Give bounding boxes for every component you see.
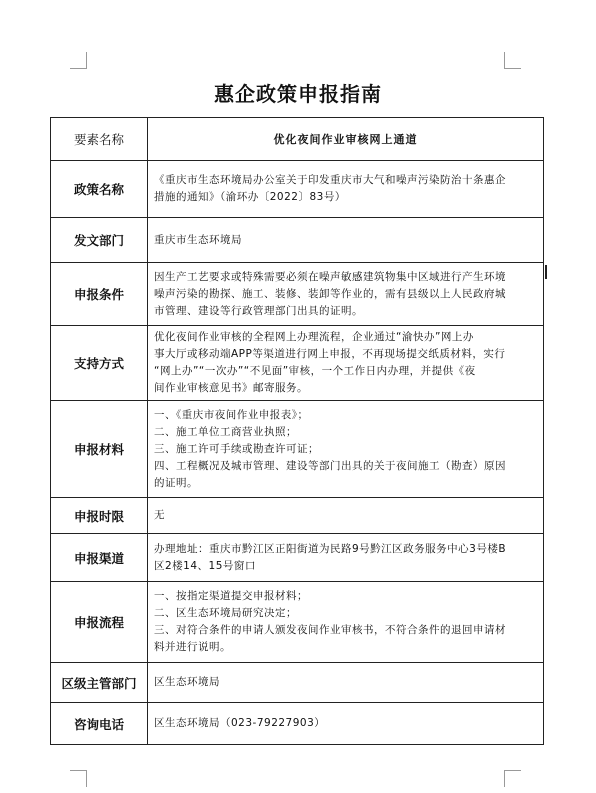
row-label: 政策名称 xyxy=(51,161,148,218)
row-value xyxy=(148,218,544,263)
value-line: 区生态环境局 xyxy=(154,676,220,688)
value-line: 一、《重庆市夜间作业申报表》； xyxy=(154,408,309,421)
value-line: 《重庆市生态环境局办公室关于印发重庆市大气和噪声污染防治十条惠企 xyxy=(154,174,506,186)
document-title: 惠企政策申报指南 xyxy=(214,82,382,106)
table-row xyxy=(51,534,544,582)
table-row xyxy=(51,218,544,263)
value-line: 市管理、建设等行政管理部门出具的证明。 xyxy=(154,304,363,317)
row-label: 申报时限 xyxy=(51,498,148,534)
table-row xyxy=(51,401,544,498)
value-line: 措施的通知》（渝环办〔2022〕83号） xyxy=(154,191,346,203)
value-line: 无 xyxy=(154,509,165,521)
row-label: 申报流程 xyxy=(51,582,148,663)
value-line: 因生产工艺要求或特殊需要必须在噪声敏感建筑物集中区域进行产生环境 xyxy=(154,270,506,283)
value-line: 间作业审核意见书》邮寄服务。 xyxy=(154,382,308,394)
row-value xyxy=(148,582,544,663)
row-value xyxy=(148,663,544,703)
row-value xyxy=(148,498,544,534)
page-corner-mark xyxy=(70,770,87,787)
row-value xyxy=(148,703,544,745)
value-line: 的证明。 xyxy=(154,476,198,489)
policy-guide-table xyxy=(50,117,544,745)
table-row xyxy=(51,263,544,326)
page-corner-mark xyxy=(504,770,521,787)
value-line: 二、施工单位工商营业执照； xyxy=(154,425,297,438)
text-cursor-mark xyxy=(545,265,547,279)
value-line: 噪声污染的勘探、施工、装修、装卸等作业的，需有县级以上人民政府城 xyxy=(154,287,506,300)
row-label: 发文部门 xyxy=(51,218,148,263)
row-value xyxy=(148,263,544,326)
row-label: 区级主管部门 xyxy=(51,663,148,703)
value-line: 办理地址：重庆市黔江区正阳街道为民路9号黔江区政务服务中心3号楼B xyxy=(154,542,507,555)
value-line: 一、按指定渠道提交申报材料； xyxy=(154,590,308,602)
header-label: 要素名称 xyxy=(51,118,148,161)
value-line: 二、区生态环境局研究决定； xyxy=(154,607,297,619)
value-line: 区生态环境局（023-79227903） xyxy=(154,717,326,729)
value-line: 料并进行说明。 xyxy=(154,641,231,653)
page-corner-mark xyxy=(504,52,521,69)
row-label: 申报条件 xyxy=(51,263,148,326)
row-value xyxy=(148,161,544,218)
row-value xyxy=(148,401,544,498)
table-row xyxy=(51,498,544,534)
value-line: 优化夜间作业审核的全程网上办理流程，企业通过“渝快办”网上办 xyxy=(154,331,474,343)
value-line: “网上办”“一次办”“不见面”审核，一个工作日内办理，并提供《夜 xyxy=(154,365,476,377)
row-value xyxy=(148,534,544,582)
table-row xyxy=(51,703,544,745)
table-row xyxy=(51,663,544,703)
value-line: 三、对符合条件的申请人颁发夜间作业审核书，不符合条件的退回申请材 xyxy=(154,624,506,636)
header-value: 优化夜间作业审核网上通道 xyxy=(148,118,544,161)
table-header-row xyxy=(51,118,544,161)
page-corner-mark xyxy=(70,52,87,69)
value-line: 区2楼14、15号窗口 xyxy=(154,559,256,572)
row-label: 申报材料 xyxy=(51,401,148,498)
row-label: 申报渠道 xyxy=(51,534,148,582)
table-row xyxy=(51,326,544,401)
value-line: 三、施工许可手续或勘查许可证； xyxy=(154,442,319,455)
value-line: 事大厅或移动端APP等渠道进行网上申报，不再现场提交纸质材料，实行 xyxy=(154,348,506,360)
value-line: 重庆市生态环境局 xyxy=(154,233,242,246)
value-line: 四、工程概况及城市管理、建设等部门出具的关于夜间施工（勘查）原因 xyxy=(154,459,506,472)
table-row xyxy=(51,161,544,218)
table-row xyxy=(51,582,544,663)
row-value xyxy=(148,326,544,401)
row-label: 支持方式 xyxy=(51,326,148,401)
row-label: 咨询电话 xyxy=(51,703,148,745)
